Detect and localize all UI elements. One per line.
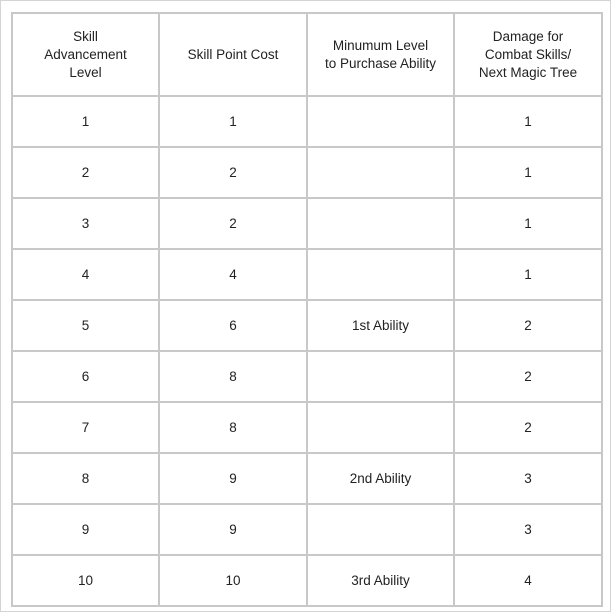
cell-ability [307,96,454,147]
cell-cost: 2 [159,147,307,198]
header-skill-advancement-level [12,13,159,96]
table-row [12,504,602,555]
cell-cost: 6 [159,300,307,351]
cell-damage: 1 [454,96,602,147]
header-line: Advancement [44,46,127,62]
cell-cost: 2 [159,198,307,249]
cell-ability [307,351,454,402]
cell-level: 9 [12,504,159,555]
header-line: Skill [73,28,98,44]
table-row [12,402,602,453]
cell-cost: 1 [159,96,307,147]
cell-damage: 2 [454,300,602,351]
header-line: Skill Point Cost [187,46,279,62]
header-line: Level [69,64,102,80]
cell-damage: 3 [454,453,602,504]
cell-damage: 1 [454,198,602,249]
header-line: Minumum Level [332,37,429,53]
cell-level: 7 [12,402,159,453]
header-line: to Purchase Ability [324,55,437,71]
table-row [12,555,602,606]
cell-damage: 1 [454,249,602,300]
cell-damage: 2 [454,402,602,453]
cell-level: 1 [12,96,159,147]
table-row [12,453,602,504]
cell-level: 5 [12,300,159,351]
header-line: Damage for [492,28,564,44]
cell-cost: 10 [159,555,307,606]
cell-level: 3 [12,198,159,249]
cell-cost: 4 [159,249,307,300]
header-row [12,13,602,96]
cell-ability [307,402,454,453]
cell-cost: 9 [159,504,307,555]
table-row [12,351,602,402]
table-body [12,96,602,606]
table-header [12,13,602,96]
cell-ability [307,198,454,249]
cell-damage: 4 [454,555,602,606]
cell-cost: 8 [159,351,307,402]
cell-cost: 8 [159,402,307,453]
header-line: Next Magic Tree [478,64,578,80]
cell-cost: 9 [159,453,307,504]
header-damage [454,13,602,96]
cell-level: 6 [12,351,159,402]
cell-ability: 2nd Ability [307,453,454,504]
cell-level: 10 [12,555,159,606]
cell-ability: 1st Ability [307,300,454,351]
cell-damage: 2 [454,351,602,402]
table-row [12,147,602,198]
header-line: Combat Skills/ [484,46,572,62]
table-row [12,300,602,351]
table-row [12,249,602,300]
cell-level: 8 [12,453,159,504]
cell-ability: 3rd Ability [307,555,454,606]
table-row [12,198,602,249]
header-skill-point-cost [159,13,307,96]
skill-advancement-table [11,12,603,607]
cell-damage: 3 [454,504,602,555]
header-minimum-level [307,13,454,96]
cell-level: 2 [12,147,159,198]
cell-ability [307,504,454,555]
cell-damage: 1 [454,147,602,198]
cell-ability [307,147,454,198]
cell-ability [307,249,454,300]
cell-level: 4 [12,249,159,300]
table-row [12,96,602,147]
